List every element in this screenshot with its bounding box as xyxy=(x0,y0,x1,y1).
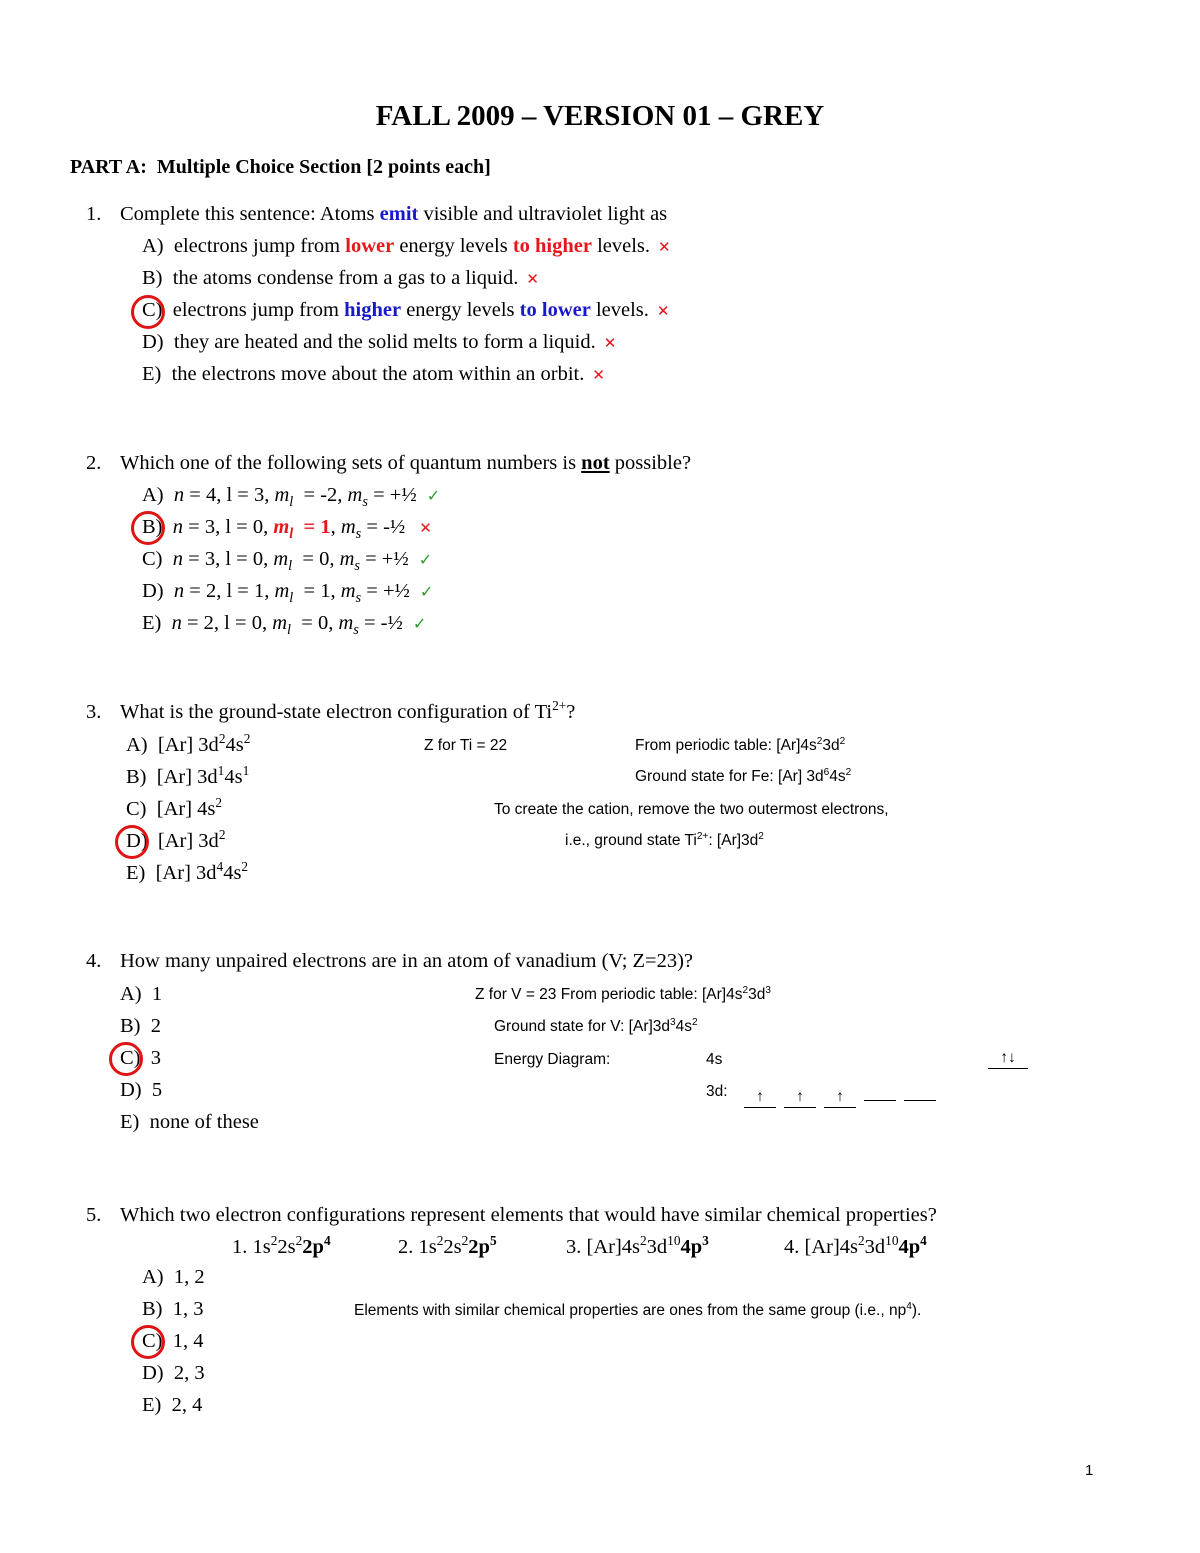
q1-option-a: A) electrons jump from lower energy levels to higher levels. ✕ xyxy=(142,235,671,257)
q4-note-gs: Ground state for V: $[Ar]3d^34s^2$ xyxy=(494,1016,698,1035)
q4-option-e: E) none of these xyxy=(120,1111,259,1133)
up-down-arrow-icon: ↑↓ xyxy=(988,1048,1028,1069)
q5-config-4: 4. $[Ar]4s^23d^{10}4p^4$ xyxy=(784,1233,927,1258)
q2-number: 2. xyxy=(86,452,102,474)
q5-option-e: E) 2, 4 xyxy=(142,1394,203,1416)
q2-option-d: D) n = 2, l = 1, $m_l = 1$, $m_s$ = +½ ✓ xyxy=(142,580,434,607)
q5-option-a: A) 1, 2 xyxy=(142,1266,205,1288)
q4-number: 4. xyxy=(86,950,102,972)
q1-option-b: B) the atoms condense from a gas to a liquid. ✕ xyxy=(142,267,539,289)
q3-option-d: D) [Ar] $3d^2$ xyxy=(126,827,226,852)
cross-icon: ✕ xyxy=(592,366,605,384)
empty-orbital xyxy=(904,1080,936,1101)
q4-option-b: B) 2 xyxy=(120,1015,161,1037)
q3-number: 3. xyxy=(86,701,102,723)
q4-option-c: C) 3 xyxy=(120,1047,161,1069)
orbital-4s xyxy=(988,1048,1036,1069)
q5-option-b: B) 1, 3 xyxy=(142,1298,204,1320)
part-desc: Multiple Choice Section [2 points each] xyxy=(156,156,491,178)
q3-note-cation: To create the cation, remove the two outermost electrons, xyxy=(494,801,889,818)
q4-note-z: Z for V = 23 From periodic table: $[Ar]4s^23d^3$ xyxy=(475,984,771,1003)
cross-icon: ✕ xyxy=(656,302,670,320)
cross-icon: ✕ xyxy=(658,238,671,256)
q3-option-b: B) [Ar] $3d^14s^1$ xyxy=(126,763,250,788)
q2-option-b: B) n = 3, l = 0, $m_l = 1$, $m_s$ = -½ ✕ xyxy=(142,516,432,543)
cross-icon: ✕ xyxy=(419,519,432,537)
cross-icon: ✕ xyxy=(526,270,539,288)
q2-option-c: C) n = 3, l = 0, $m_l = 0$, $m_s$ = +½ ✓ xyxy=(142,548,433,575)
q5-option-c: C) 1, 4 xyxy=(142,1330,204,1352)
check-icon: ✓ xyxy=(418,550,433,569)
q4-option-a: A) 1 xyxy=(120,983,163,1005)
cross-icon: ✕ xyxy=(603,334,617,352)
q3-note-z: Z for Ti = 22 xyxy=(424,737,508,754)
q4-note-3d: 3d: xyxy=(706,1083,728,1100)
check-icon: ✓ xyxy=(419,582,434,601)
q3-note-ie: i.e., ground state $Ti^{2+}$: $[Ar]3d^2$ xyxy=(565,830,764,849)
q1-stem: Complete this sentence: Atoms emit visible and ultraviolet light as xyxy=(120,203,668,225)
section-heading xyxy=(70,156,491,179)
up-arrow-icon: ↑ xyxy=(824,1087,856,1108)
page-title: FALL 2009 – VERSION 01 – GREY xyxy=(375,100,825,132)
q1-number: 1. xyxy=(86,203,102,225)
q2-option-a: A) n = 4, l = 3, $m_l = -2$, $m_s$ = +½ ✓ xyxy=(142,484,441,511)
q2-option-e: E) n = 2, l = 0, $m_l = 0$, $m_s$ = -½ ✓ xyxy=(142,612,427,639)
q5-number: 5. xyxy=(86,1204,102,1226)
empty-orbital xyxy=(864,1080,896,1101)
q4-note-energy: Energy Diagram: xyxy=(494,1051,611,1068)
answer-circle-q3 xyxy=(115,825,149,859)
answer-circle-q2 xyxy=(131,511,165,545)
q2-stem: Which one of the following sets of quantum numbers is not possible? xyxy=(120,452,692,474)
answer-circle-q5 xyxy=(131,1325,165,1359)
check-icon: ✓ xyxy=(412,614,427,633)
q5-config-2: 2. $1s^22s^22p^5$ xyxy=(398,1233,497,1258)
part-label: PART A: xyxy=(70,156,147,178)
q5-note: Elements with similar chemical properties are ones from the same group (i.e., $np^4$). xyxy=(354,1300,922,1319)
q3-option-a: A) [Ar] $3d^24s^2$ xyxy=(126,731,251,756)
q5-config-3: 3. $[Ar]4s^23d^{10}4p^3$ xyxy=(566,1233,709,1258)
q5-config-1: 1. $1s^22s^22p^4$ xyxy=(232,1233,331,1258)
orbital-3d-row xyxy=(744,1080,944,1108)
q1-option-e: E) the electrons move about the atom within an orbit. ✕ xyxy=(142,363,605,385)
answer-circle-q4 xyxy=(109,1042,143,1076)
q4-stem: How many unpaired electrons are in an atom of vanadium (V; Z=23)? xyxy=(120,950,694,972)
page-number: 1 xyxy=(1085,1462,1094,1479)
q1-option-c: C) electrons jump from higher energy levels to lower levels. ✕ xyxy=(142,299,670,321)
q3-note-fe: Ground state for Fe: [Ar] $3d^64s^2$ xyxy=(635,766,852,785)
q5-stem: Which two electron configurations represent elements that would have similar chemical properties? xyxy=(120,1204,937,1226)
q4-option-d: D) 5 xyxy=(120,1079,163,1101)
check-icon: ✓ xyxy=(426,486,441,505)
up-arrow-icon: ↑ xyxy=(784,1087,816,1108)
q1-option-d: D) they are heated and the solid melts to form a liquid. ✕ xyxy=(142,331,617,353)
up-arrow-icon: ↑ xyxy=(744,1087,776,1108)
q3-option-c: C) [Ar] $4s^2$ xyxy=(126,795,223,820)
q3-option-e: E) [Ar] $3d^44s^2$ xyxy=(126,859,249,884)
q5-option-d: D) 2, 3 xyxy=(142,1362,205,1384)
q3-note-periodic: From periodic table: $[Ar]4s^23d^2$ xyxy=(635,735,846,754)
q3-stem: What is the ground-state electron configuration of $Ti^{2+}$? xyxy=(120,698,576,723)
q4-note-4s: 4s xyxy=(706,1051,723,1068)
answer-circle-q1 xyxy=(131,295,165,329)
